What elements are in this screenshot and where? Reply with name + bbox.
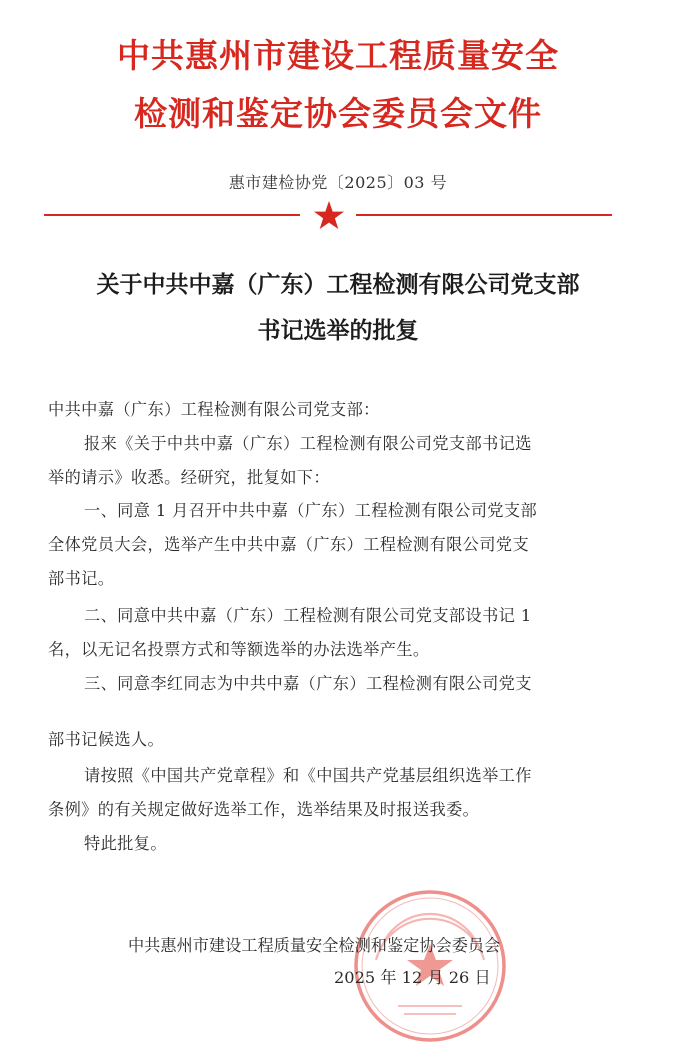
signature-date: 2025 年 12 月 26 日 (334, 968, 491, 987)
subject-line2: 书记选举的批复 (257, 318, 419, 344)
subject-line1: 关于中共中嘉（广东）工程检测有限公司党支部 (96, 272, 580, 298)
paragraph-3-line-1: 二、同意中共中嘉（广东）工程检测有限公司党支部设书记 1 (84, 606, 532, 625)
closing-phrase: 特此批复。 (84, 834, 167, 853)
paragraph-2-line-1: 一、同意 1 月召开中共中嘉（广东）工程检测有限公司党支部 (84, 501, 538, 520)
header-title-line2: 检测和鉴定协会委员会文件 (134, 94, 542, 133)
signature-organization: 中共惠州市建设工程质量安全检测和鉴定协会委员会 (128, 936, 501, 955)
paragraph-2-line-2: 全体党员大会，选举产生中共中嘉（广东）工程检测有限公司党支 (48, 535, 530, 554)
document-number: 惠市建检协党〔2025〕03 号 (228, 173, 448, 192)
paragraph-4-line-1: 三、同意李红同志为中共中嘉（广东）工程检测有限公司党支 (84, 674, 532, 693)
paragraph-1-line-1: 报来《关于中共中嘉（广东）工程检测有限公司党支部书记选 (84, 434, 532, 453)
header-rule-right (356, 214, 612, 216)
paragraph-4-line-2: 部书记候选人。 (48, 730, 165, 749)
addressee: 中共中嘉（广东）工程检测有限公司党支部： (48, 400, 380, 419)
paragraph-3-line-2: 名，以无记名投票方式和等额选举的办法选举产生。 (48, 640, 430, 659)
header-rule-left (44, 214, 300, 216)
header-title-line1: 中共惠州市建设工程质量安全 (117, 36, 559, 75)
paragraph-5-line-2: 条例》的有关规定做好选举工作，选举结果及时报送我委。 (48, 800, 480, 819)
red-star-icon (313, 200, 345, 232)
paragraph-2-line-3: 部书记。 (48, 569, 115, 588)
paragraph-1-line-2: 举的请示》收悉。经研究，批复如下： (48, 468, 330, 487)
paragraph-5-line-1: 请按照《中国共产党章程》和《中国共产党基层组织选举工作 (84, 766, 532, 785)
